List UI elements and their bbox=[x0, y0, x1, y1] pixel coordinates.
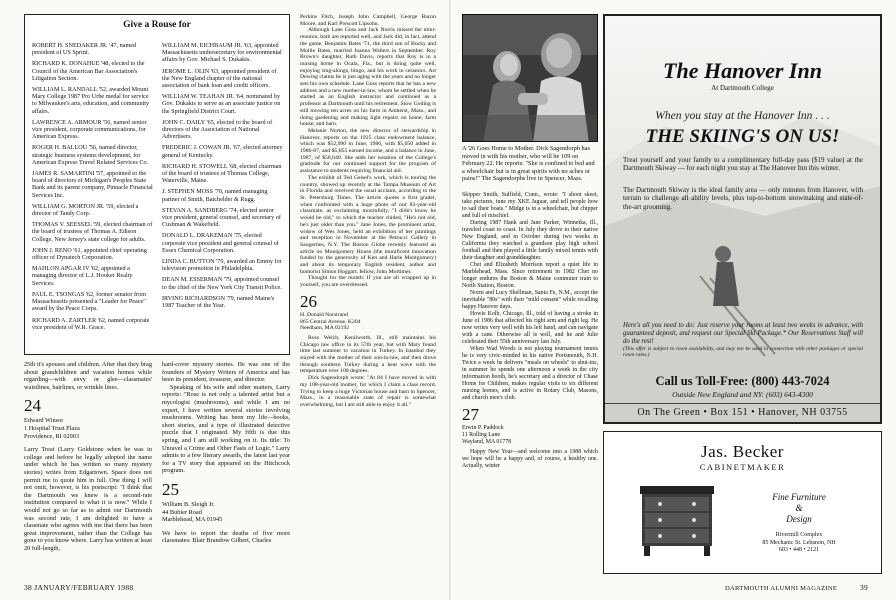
class-address bbox=[24, 417, 152, 440]
tagline-line: & bbox=[795, 503, 803, 513]
rouse-entry: J. STEPHEN MOSS '70, named managing partner of Smith, Batchelder & Rugg. bbox=[162, 188, 268, 203]
ad-phone: Call us Toll-Free: (800) 443-7024 bbox=[655, 374, 830, 388]
addr-line: 44 Bubier Road bbox=[162, 508, 202, 516]
rouse-col-2 bbox=[162, 42, 284, 313]
col-b-text-2: Speaking of his wife and other matters, Larry reports: "Rose is not only a talented artist but a mycologist (mushrooms), and while I am no expert, I have written several stories involving mushrooms. Writing has been my life—books, short stories, and a type of illustrated detective puzzle that I originated. My fifth is due this spring, and I am still working on it. Its title: To Unravel a Crime and Other Fasts of Logic." Larry admits to a few literary awards, the latest last year for a TV story that appeared on the Hitchcock program. bbox=[162, 383, 290, 475]
rouse-entry: DONALD L. DRAKEMAN '75, elected corporate vice president and general counsel of Essex Chemical Corporation. bbox=[162, 232, 279, 254]
col-d-text-4: Norm and Lucy Shellman, Santa Fe, N.M., accept the inevitable "80s" with their "mild consent" while recalling happy Hanover days. bbox=[462, 290, 598, 310]
rouse-entry: RICHARD K. DONAHUE '48, elected to the Council of the American Bar Association's Litigation Section. bbox=[32, 60, 145, 82]
rouse-entry: ROGER H. BALLOU '56, named director, strategic business systems development, for American Express Travel Related Services Co. bbox=[32, 144, 149, 166]
rouse-col-1 bbox=[32, 42, 154, 335]
hanover-inn-ad bbox=[603, 14, 882, 424]
col-a-text-1: 25th it's spouses and children. After that they brag about grandchildren and vacation homes while regarding—with envy or glee—classmates' waistlines, hairlines, or wrinkle lines. bbox=[24, 361, 152, 391]
class-number-25: 25 bbox=[162, 479, 179, 499]
rouse-entry: MAHLON APGAR IV '62, appointed a managing director of L.J. Hooker Realty Services. bbox=[32, 265, 133, 287]
becker-address bbox=[734, 532, 864, 555]
col-a-text-2: Larry Treat (Larry Goldstone when he was in college and before he legally adopted the name under which he has written so many mystery stories) writes from Edgartown. Space does not permit me to quote him in full. One thing I will not omit, however, is his postscript: "I think that the Dartmouth we knew is a second-rate institution compared to what it is now." While I would not go so far as to admit our Dartmouth was second rate, I am delighted to have a classmate who agrees with me that there has been great improvement, rather than the College has gone to you know where. Larry has written at least 20 full-length, bbox=[24, 446, 152, 552]
addr-line: Providence, RI 02903 bbox=[24, 432, 80, 440]
rouse-box-title: Give a Rouse for bbox=[123, 20, 191, 30]
becker-sub: CABINETMAKER bbox=[699, 462, 786, 472]
rouse-entry: IRVING RICHARDSON '79, named Maine's 1987 Teacher of the Year. bbox=[162, 294, 275, 310]
rouse-entry: ROBERT H. SNEDAKER JR. '47, named president of US Sprint. bbox=[32, 42, 137, 57]
addr-line: Erwin P. Paddock bbox=[462, 425, 504, 431]
col-d-text-7: Happy New Year—and welcome into a 1988 which we hope will be a happy and, of course, a healthy one. Actually, winter bbox=[462, 449, 598, 469]
ad-body-2: The Dartmouth Skiway is the ideal family area — only minutes from Hanover, with terrain to challenge all ability levels, plus top-to-bottom snowmaking and state-of-the-art grooming. bbox=[623, 186, 863, 211]
col-d-text-2: During 1987 Hank and Jane Parker, Winnetka, Ill., traveled coast to coast. In July they drove to their native New England, and in October during two weeks in California they watched a grandson play high school football and then played a little family mixed tennis with their daughter and granddaughter. bbox=[462, 220, 598, 261]
col-b-text-1: hard-cover mystery stories. He was one of the founders of Mystery Writers of America and has been its president, treasurer, and director. bbox=[162, 361, 290, 384]
rouse-entry: JAMES R. SAMARTINI '57, appointed to the board of directors of Michigan's Peoples State Bank and its parent company, Pinnacle Financial Services Inc. bbox=[32, 170, 153, 199]
col-c-text-1: Perkins Fitch, Joseph John Campbell, George Bacon Moore, and Karl Prescott Lipsohn. bbox=[300, 14, 436, 27]
ad-fine-print: (This offer is subject to room availability, and may not be used in connection with other packages or special room rates.) bbox=[623, 346, 863, 359]
left-folio: 38 JANUARY/FEBRUARY 1988 bbox=[24, 583, 134, 592]
col-b-text-3: We have to report the deaths of five more classmates: Blair Brandow Gilbert, Charles bbox=[162, 529, 290, 545]
rouse-entry: JEROME L. OLIN '63, appointed president of the New England chapter of the national association of bank loan and credit officers. bbox=[162, 67, 277, 90]
dresser-image bbox=[634, 480, 720, 558]
logo-sub: At Dartmouth College bbox=[711, 84, 774, 92]
addr-line: 11 Rolling Lane bbox=[462, 432, 501, 438]
right-folio-title: DARTMOUTH ALUMNI MAGAZINE bbox=[725, 585, 838, 592]
becker-tagline bbox=[734, 492, 864, 525]
class-number-24: 24 bbox=[24, 396, 41, 416]
right-folio-num: 39 bbox=[860, 583, 869, 592]
addr-line: 865 Central Avenue, K204 bbox=[300, 318, 361, 325]
rouse-box bbox=[24, 14, 290, 355]
rouse-entry: JOHN C. DAILY '65, elected to the board of directors of the Association of National Advertisers. bbox=[162, 118, 273, 141]
rouse-entry: DEAN M. ESSERMAN '79, appointed counsel to the chief of the New York City Transit Police. bbox=[162, 276, 282, 291]
addr-line: 603 • 448 • 2121 bbox=[778, 547, 820, 553]
tagline-line: Design bbox=[786, 514, 812, 524]
addr-line: H. Donald Norstrand bbox=[300, 311, 348, 318]
col-c-text-2: Although Lane Goss and Jack Norris missed the mini-reunion, both are reported well, and Jack did, in fact, attend the game. Benjamin Bates '71, the third son of Bucky and Mollie Bates, married Joanna Walters in September. Roy Brown's daughter, Ruth Davis, reports that Roy is in a nursing home in Ocala, Fla., but is doing quite well, enjoying sing-alongs, bingo, and his work in ceramics. Art Dewing claims he is just aging with the years and no longer sets his own schedule. Lane Goss reports that he has a new address and a new mother-in-law, whom he settled when he started as an English instructor and continued as a professor at Dartmouth until his retirement. Stow Goding is still mowing ten acres on his farm in Amherst, Mass., and doing gardening and making light repairs on home, farm house, and barn. bbox=[300, 27, 436, 128]
class-number-26: 26 bbox=[300, 291, 317, 311]
addr-line: William B. Sleigh Jr. bbox=[162, 500, 215, 508]
rouse-entry: LAWRENCE A. ARMOUR '56, named senior vice president, corporate communications, for American Express. bbox=[32, 118, 147, 141]
ad-body-1: Treat yourself and your family to a complimentary full-day pass ($19 value) at the Dartmouth Skiway — for each night you stay at The Hanover Inn this winter. bbox=[623, 156, 863, 173]
rouse-entry: JOHN J. RENO '61, appointed chief operating officer of Dynatech Corporation. bbox=[32, 246, 147, 262]
becker-name: Jas. Becker bbox=[701, 442, 784, 461]
class-address bbox=[462, 425, 598, 446]
addr-line: Rivermill Complex bbox=[775, 532, 823, 538]
addr-line: Needham, MA 02192 bbox=[300, 325, 350, 332]
column-c bbox=[300, 14, 436, 409]
class-number-27: 27 bbox=[462, 405, 479, 424]
rouse-entry: STEVAN A. SANDBERG '74, elected senior vice president, general counsel, and secretary of Cushman & Wakefield. bbox=[162, 206, 281, 229]
rouse-entry: THOMAS V. SEESSEL '59, elected chairman of the board of trustees of Thomas A. Edison College, New Jersey's state college for adults. bbox=[32, 221, 153, 243]
col-c-text-5: Thought for the month: If you are all wrapped up in yourself, you are overdressed. bbox=[300, 275, 436, 289]
page-gutter bbox=[449, 0, 451, 600]
hanover-logo bbox=[605, 58, 880, 84]
column-a bbox=[24, 361, 152, 552]
addr-line: Marblehead, MA 01945 bbox=[162, 516, 223, 524]
ad-tagline-2: THE SKIING'S ON US! bbox=[645, 126, 840, 147]
rouse-entry: LINDA C. BUTTON '79, awarded an Emmy for television promotion in Philadelphia. bbox=[162, 258, 282, 273]
tagline-line: Fine Furniture bbox=[772, 492, 826, 502]
rouse-entry: RICHARD H. STOWELL '68, elected chairman of the board of trustees of Thomas College, Waterville, Maine. bbox=[162, 162, 282, 185]
col-c-text-4: The exhibit of Ted Geisel's work, which is touring the country, showed up recently at the Tampa Museum of Art in Florida and received the usual acclaim, according to the St. Petersburg Times. The article quotes a first grader, when confronted with a huge photo of our 83-year-old classmate, as exclaiming mournfully, "I didn't know he would be old," to which the teacher chided, "He's not old, he's just older than you." Jane Jones, the prominent artist, widow of Wes Jones, held an exhibition of her paintings and reception in November at the Petrucci Gallery in Saugerties, N.Y. The Boston Globe recently featured an article on Montgomery House (the munificent innovation funded by the generosity of Ken and Harle Montgomery) and about its temporary English resident, author and humorist Simon Hoggart, fellow, John Mortimer. bbox=[300, 174, 436, 275]
addr-line: 1 Hospital Trust Plaza bbox=[24, 424, 80, 432]
col-c-text-7: Dick Sagendorph wrote: "At 84 I have moved in with my 108-year-old mother, for which I claim a class record. Trying to keep a huge Victorian house and barn in Spencer, Mass., in a reasonable state of repair is somewhat overwhelming, but I am still able to enjoy it all." bbox=[300, 375, 436, 408]
ad-body-3: Here's all you need to do: Just reserve your rooms at least two weeks in advance, with guaranteed deposit, and request our Special Ski Package.* Our Reservations Staff will do the rest! bbox=[623, 322, 863, 345]
mother-photo bbox=[462, 14, 598, 142]
photo-caption: A '26 Goes Home to Mother. Dick Sagendorph has moved in with his mother, who will be 109 on February 22. He reports: "She is confined to bed and a wheelchair but is in great spirits with no aches or pains!" The Sagendorphs live in Spencer, Mass. bbox=[462, 145, 595, 182]
dresser-icon bbox=[634, 480, 720, 558]
col-c-text-3: Melanie Norton, the new director of stewardship in Hanover, reports on the 1925 class endowment balance, which was $52,990 in June, 1986, with $5,050 added in 1986-87, and $5,855 earned income, and a balance in June, 1987, of $58,040. She adds her notation of the College's gratitude for our continued support for the program of assistance to students requiring financial aid. bbox=[300, 127, 436, 175]
rouse-entry: WILLIAM W. TEAHAN JR. '64, nominated by Gov. Dukakis to serve as an associate justice on the Springfield District Court. bbox=[162, 93, 281, 115]
ad-phone-2: Outside New England and NY: (603) 643-4300 bbox=[672, 390, 813, 399]
rouse-entry: WILLIAM M. EICHBAUM JR. '63, appointed Massachusetts undersecretary for environmental affairs by Gov. Michael S. Dukakis. bbox=[162, 42, 282, 64]
col-c-text-6: Ross Welch, Kenilworth, Ill., still maintains his Chicago law office in its 57th year, but with Mary found time last summer to vacation in Turkey. In Istanbul they stayed with the mother of their son-in-law, and then drove through southern Turkey during a heat wave with the temperature over 100 degrees. bbox=[300, 334, 436, 375]
addr-line: Wayland, MA 01778 bbox=[462, 439, 512, 445]
class-address bbox=[162, 501, 290, 524]
logo-text: The Hanover Inn bbox=[663, 58, 822, 83]
col-d-text-6: When Wad Woods is not playing tournament tennis he is very civic-minded in his native Portsmouth, N.H. Twice a week he delivers "meals on wheels" to shut-ins, in summer he spends one afternoon a week in the city information booth, he's secretary and a director of Chase Home for Children, makes regular visits to six different nursing homes, and is active in Rotary Club, Masons, and church men's club. bbox=[462, 346, 598, 401]
column-d bbox=[462, 192, 598, 470]
addr-line: Edward Winsor bbox=[24, 417, 64, 425]
rouse-entry: FREDERIC J. COWAN JR. '67, elected attorney general of Kentucky. bbox=[162, 144, 283, 159]
ad-footer: On The Green • Box 151 • Hanover, NH 03755 bbox=[605, 403, 880, 418]
rouse-entry: WILLIAM L. RANDALL '52, awarded Mount Mary College 1987 Pro Urbe medal for service to Milwaukee's arts, education, and community affairs. bbox=[32, 86, 150, 115]
becker-ad bbox=[603, 431, 882, 574]
col-d-text-1: Skipper Smith, Suffield, Conn., wrote: "I shoot skeet, take pictures, tune my XKE Jaguar, and tell people how to sail their boats." Midge is in a wheelchair, but chipper and full of mischief. bbox=[462, 192, 598, 219]
rouse-entry: PAUL E. TSONGAS '62, former senator from Massachusetts presented a "Leader for Peace" award by the Peace Corps. bbox=[32, 290, 146, 313]
col-d-text-3: Chet and Elizabeth Morrison report a quiet life in Marblehead, Mass. Since retirement in 1982 Chet no longer endures the Boston & Maine commuter train to North Station, Boston. bbox=[462, 262, 598, 289]
class-address bbox=[300, 312, 436, 332]
photo-image bbox=[463, 15, 598, 142]
col-d-text-5: Howie Kolb, Chicago, Ill., told of having a stroke in June of 1986 that affected his right arm and right leg. He now writes very well with his left hand, and can navigate with a cane. Otherwise all is well, and he and Julie celebrated their 55th anniversary last July. bbox=[462, 311, 598, 345]
addr-line: 85 Mechanic St. Lebanon, NH bbox=[762, 539, 836, 546]
column-b bbox=[162, 361, 290, 545]
ad-tagline-1: When you stay at the Hanover Inn . . . bbox=[655, 110, 830, 122]
rouse-entry: WILLIAM G. MORTON JR. '59, elected a director of Tandy Corp. bbox=[32, 202, 139, 218]
rouse-entry: RICHARD A. ZARTLER '62, named corporate vice president of W.R. Grace. bbox=[32, 316, 150, 331]
